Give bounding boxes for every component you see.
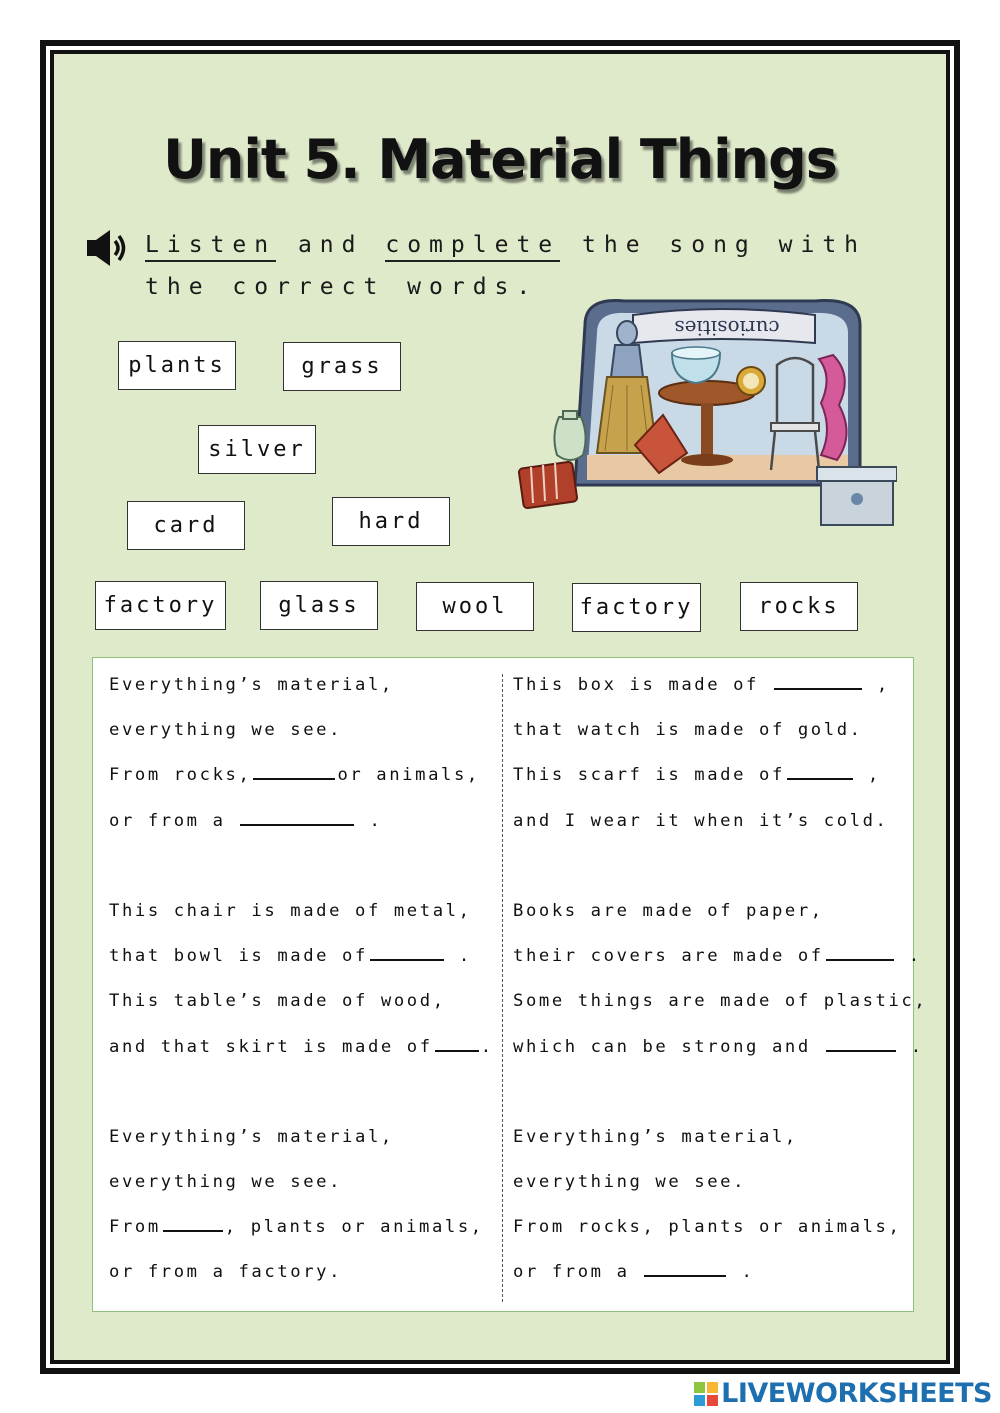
answer-blank[interactable] bbox=[370, 946, 444, 961]
worksheet-title: Unit 5. Material Things bbox=[163, 128, 837, 191]
lyric-line: Everything’s material, bbox=[109, 1126, 394, 1147]
answer-blank[interactable] bbox=[240, 811, 354, 826]
instruction-complete: complete bbox=[385, 232, 560, 262]
speaker-icon[interactable] bbox=[86, 228, 130, 268]
lyric-line: that watch is made of gold. bbox=[513, 720, 863, 741]
lyric-line: Everything’s material, bbox=[513, 1126, 798, 1147]
lyric-line: From rocks, plants or animals, bbox=[513, 1217, 902, 1238]
lyric-line: which can be strong and . bbox=[513, 1036, 924, 1057]
lyrics-right-column bbox=[513, 675, 928, 1308]
lyric-line: their covers are made of . bbox=[513, 946, 922, 967]
lyric-line: or from a . bbox=[109, 810, 383, 831]
word-chip-wool[interactable]: wool bbox=[416, 582, 534, 631]
word-chip-silver[interactable]: silver bbox=[198, 425, 316, 474]
word-chip-plants[interactable]: plants bbox=[118, 341, 236, 390]
word-chip-glass[interactable]: glass bbox=[260, 581, 378, 630]
instruction-line-2: the correct words. bbox=[145, 274, 539, 300]
lyrics-left-column bbox=[109, 675, 497, 1308]
word-chip-hard[interactable]: hard bbox=[332, 497, 450, 546]
answer-blank[interactable] bbox=[774, 675, 862, 690]
lyric-line: From , plants or animals, bbox=[109, 1217, 484, 1238]
word-chip-rocks[interactable]: rocks bbox=[740, 582, 858, 631]
curiosities-shop-illustration bbox=[515, 295, 897, 533]
answer-blank[interactable] bbox=[787, 765, 853, 780]
instruction-listen: Listen bbox=[145, 232, 276, 262]
word-chip-card[interactable]: card bbox=[127, 501, 245, 550]
lyric-line: and I wear it when it’s cold. bbox=[513, 810, 889, 831]
lyric-line: everything we see. bbox=[109, 720, 343, 741]
lyric-line: This scarf is made of , bbox=[513, 765, 881, 786]
column-divider bbox=[502, 674, 503, 1302]
liveworksheets-logo[interactable] bbox=[693, 1378, 992, 1409]
lyric-line: or from a factory. bbox=[109, 1262, 343, 1283]
lyric-line: or from a . bbox=[513, 1262, 755, 1283]
lyric-line: Everything’s material, bbox=[109, 675, 394, 695]
lyric-line: Some things are made of plastic, bbox=[513, 991, 928, 1012]
lyric-line: Books are made of paper, bbox=[513, 900, 824, 921]
lyric-line: This table’s made of wood, bbox=[109, 991, 446, 1012]
answer-blank[interactable] bbox=[253, 765, 335, 780]
lyric-line: This box is made of , bbox=[513, 675, 890, 695]
lyric-line: everything we see. bbox=[513, 1172, 747, 1193]
instruction-and: and bbox=[297, 232, 364, 258]
lyric-line: everything we see. bbox=[109, 1172, 343, 1193]
answer-blank[interactable] bbox=[435, 1037, 479, 1052]
answer-blank[interactable] bbox=[644, 1262, 726, 1277]
liveworksheets-logo-icon bbox=[693, 1381, 719, 1407]
lyric-line: that bowl is made of . bbox=[109, 946, 472, 967]
answer-blank[interactable] bbox=[163, 1217, 223, 1232]
word-chip-grass[interactable]: grass bbox=[283, 342, 401, 391]
word-chip-factory[interactable]: factory bbox=[95, 581, 226, 630]
liveworksheets-logo-text: LIVEWORKSHEETS bbox=[721, 1378, 992, 1409]
song-lyrics-box bbox=[92, 657, 928, 1312]
instruction-line-1 bbox=[145, 232, 866, 258]
lyric-line: From rocks, or animals, bbox=[109, 765, 480, 786]
lyric-line: This chair is made of metal, bbox=[109, 900, 472, 921]
answer-blank[interactable] bbox=[826, 946, 894, 961]
word-chip-factory-2[interactable]: factory bbox=[572, 583, 701, 632]
shop-sign-text: curiosities bbox=[674, 316, 780, 340]
instruction-rest: the song with bbox=[582, 232, 867, 258]
lyric-line: and that skirt is made of . bbox=[109, 1036, 494, 1057]
answer-blank[interactable] bbox=[826, 1037, 896, 1052]
